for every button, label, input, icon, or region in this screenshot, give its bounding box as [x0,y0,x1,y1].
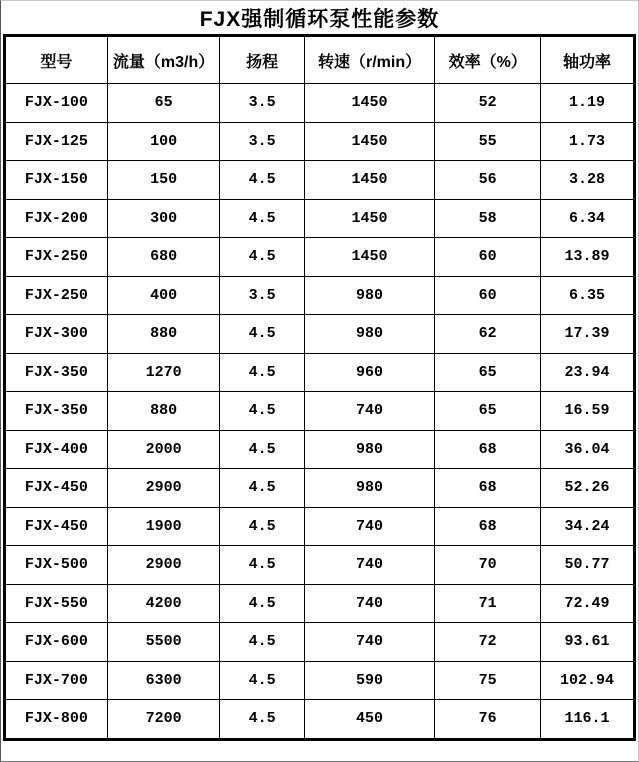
cell-head: 4.5 [220,161,304,200]
cell-model: FJX-500 [5,546,108,585]
cell-shaft-power: 1.73 [541,122,635,161]
cell-head: 4.5 [220,507,304,546]
header-cell-head: 扬程 [220,36,304,84]
table-row [5,238,635,277]
cell-model: FJX-700 [5,661,108,700]
cell-flow-rate: 2900 [107,546,220,585]
cell-shaft-power: 1.19 [541,84,635,123]
cell-shaft-power: 72.49 [541,584,635,623]
cell-model: FJX-550 [5,584,108,623]
cell-speed: 1450 [304,84,434,123]
header-cell-shaft-power: 轴功率 [541,36,635,84]
cell-model: FJX-350 [5,353,108,392]
cell-head: 3.5 [220,84,304,123]
cell-efficiency: 72 [435,623,541,662]
cell-speed: 1450 [304,199,434,238]
cell-efficiency: 58 [435,199,541,238]
pump-performance-table [3,34,636,741]
cell-efficiency: 71 [435,584,541,623]
cell-model: FJX-350 [5,392,108,431]
cell-speed: 980 [304,315,434,354]
cell-speed: 450 [304,700,434,740]
cell-model: FJX-450 [5,469,108,508]
table-row [5,584,635,623]
cell-shaft-power: 6.35 [541,276,635,315]
table-row [5,623,635,662]
cell-speed: 980 [304,276,434,315]
cell-flow-rate: 65 [107,84,220,123]
cell-head: 4.5 [220,238,304,277]
table-row [5,430,635,469]
cell-model: FJX-200 [5,199,108,238]
cell-flow-rate: 880 [107,315,220,354]
cell-flow-rate: 1270 [107,353,220,392]
cell-head: 4.5 [220,661,304,700]
table-body [5,84,635,740]
cell-head: 4.5 [220,469,304,508]
table-row [5,353,635,392]
cell-speed: 740 [304,584,434,623]
cell-efficiency: 68 [435,507,541,546]
cell-head: 4.5 [220,353,304,392]
cell-speed: 1450 [304,122,434,161]
cell-efficiency: 68 [435,430,541,469]
cell-model: FJX-300 [5,315,108,354]
table-row [5,161,635,200]
cell-head: 3.5 [220,276,304,315]
cell-efficiency: 76 [435,700,541,740]
cell-shaft-power: 116.1 [541,700,635,740]
cell-speed: 960 [304,353,434,392]
cell-head: 4.5 [220,623,304,662]
cell-efficiency: 60 [435,238,541,277]
table-row [5,661,635,700]
cell-efficiency: 62 [435,315,541,354]
page-title: FJX强制循环泵性能参数 [199,7,440,31]
cell-flow-rate: 300 [107,199,220,238]
cell-flow-rate: 1900 [107,507,220,546]
table-row [5,392,635,431]
cell-flow-rate: 680 [107,238,220,277]
table-row [5,199,635,238]
cell-flow-rate: 880 [107,392,220,431]
cell-model: FJX-400 [5,430,108,469]
cell-shaft-power: 23.94 [541,353,635,392]
cell-model: FJX-250 [5,276,108,315]
cell-model: FJX-250 [5,238,108,277]
table-row [5,84,635,123]
cell-flow-rate: 4200 [107,584,220,623]
cell-efficiency: 75 [435,661,541,700]
header-cell-flow-rate: 流量（m3/h） [107,36,220,84]
cell-speed: 980 [304,430,434,469]
table-row [5,315,635,354]
table-row [5,700,635,740]
cell-speed: 980 [304,469,434,508]
cell-efficiency: 65 [435,353,541,392]
cell-shaft-power: 102.94 [541,661,635,700]
cell-speed: 740 [304,392,434,431]
cell-head: 4.5 [220,700,304,740]
cell-shaft-power: 16.59 [541,392,635,431]
cell-head: 4.5 [220,584,304,623]
cell-flow-rate: 2000 [107,430,220,469]
table-row [5,122,635,161]
table-row [5,507,635,546]
cell-efficiency: 65 [435,392,541,431]
cell-head: 3.5 [220,122,304,161]
cell-speed: 590 [304,661,434,700]
cell-speed: 1450 [304,238,434,277]
cell-shaft-power: 13.89 [541,238,635,277]
header-cell-efficiency: 效率（%） [435,36,541,84]
cell-flow-rate: 7200 [107,700,220,740]
table-row [5,469,635,508]
header-cell-speed: 转速（r/min） [304,36,434,84]
cell-shaft-power: 6.34 [541,199,635,238]
cell-efficiency: 68 [435,469,541,508]
header-cell-model: 型号 [5,36,108,84]
cell-head: 4.5 [220,546,304,585]
cell-head: 4.5 [220,430,304,469]
header-row [5,36,635,84]
cell-model: FJX-100 [5,84,108,123]
table-header [5,36,635,84]
cell-shaft-power: 50.77 [541,546,635,585]
cell-shaft-power: 3.28 [541,161,635,200]
cell-speed: 740 [304,546,434,585]
cell-flow-rate: 6300 [107,661,220,700]
cell-shaft-power: 17.39 [541,315,635,354]
cell-model: FJX-800 [5,700,108,740]
cell-model: FJX-600 [5,623,108,662]
cell-efficiency: 60 [435,276,541,315]
cell-model: FJX-450 [5,507,108,546]
cell-head: 4.5 [220,199,304,238]
table-row [5,276,635,315]
cell-flow-rate: 2900 [107,469,220,508]
cell-speed: 740 [304,623,434,662]
cell-efficiency: 56 [435,161,541,200]
cell-efficiency: 52 [435,84,541,123]
cell-shaft-power: 34.24 [541,507,635,546]
cell-speed: 740 [304,507,434,546]
table-row [5,546,635,585]
cell-model: FJX-125 [5,122,108,161]
cell-efficiency: 70 [435,546,541,585]
cell-flow-rate: 100 [107,122,220,161]
cell-model: FJX-150 [5,161,108,200]
cell-speed: 1450 [304,161,434,200]
cell-head: 4.5 [220,392,304,431]
cell-efficiency: 55 [435,122,541,161]
cell-shaft-power: 52.26 [541,469,635,508]
cell-shaft-power: 93.61 [541,623,635,662]
cell-flow-rate: 150 [107,161,220,200]
cell-shaft-power: 36.04 [541,430,635,469]
cell-flow-rate: 400 [107,276,220,315]
cell-flow-rate: 5500 [107,623,220,662]
cell-head: 4.5 [220,315,304,354]
